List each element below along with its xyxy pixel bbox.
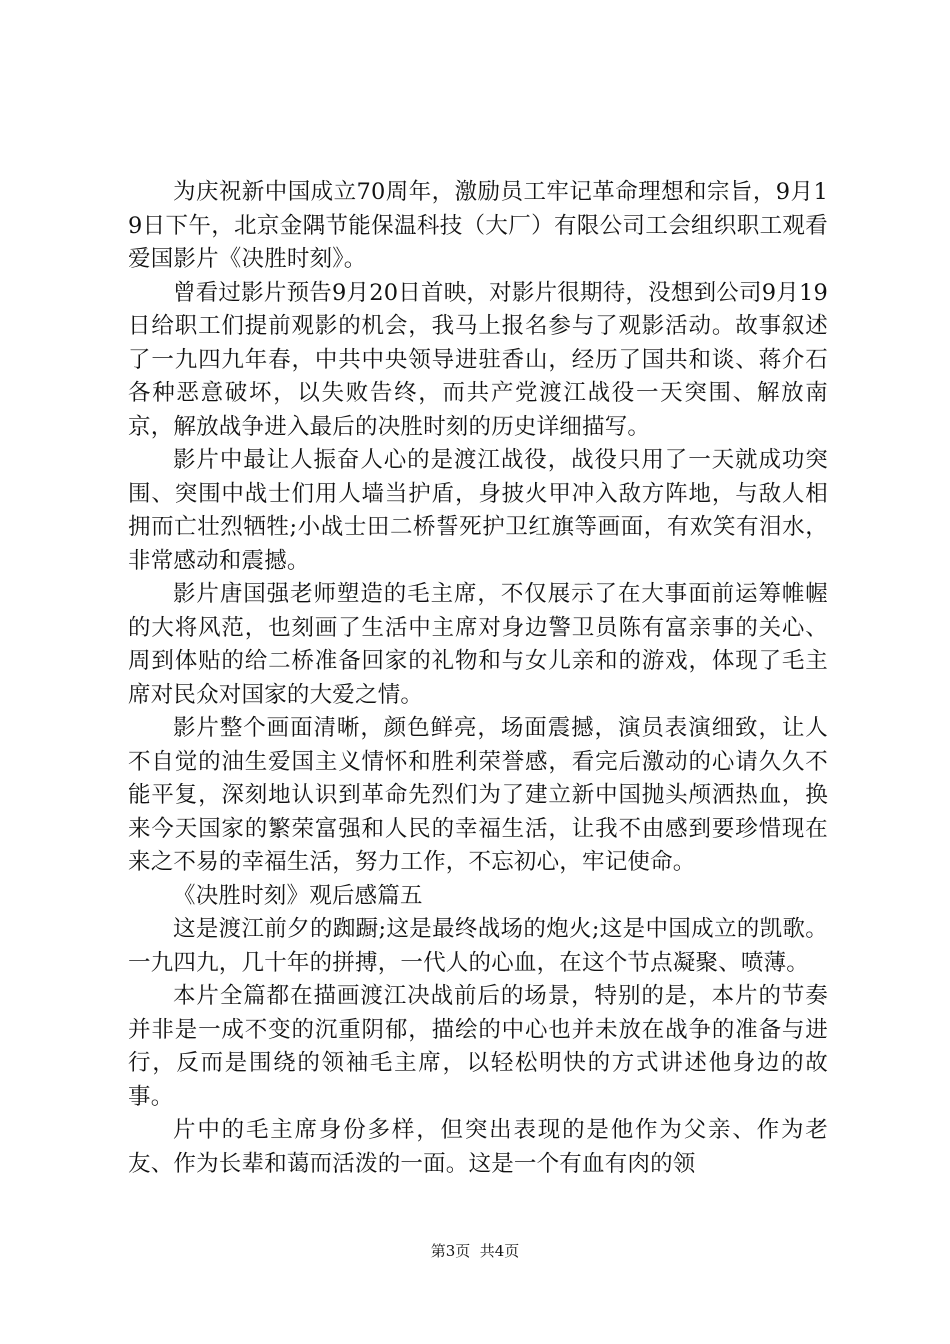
paragraph: 曾看过影片预告9月20日首映，对影片很期待，没想到公司9月19日给职工们提前观影的机会，我马上报名参与了观影活动。故事叙述了一九四九年春，中共中央领导进驻香山，经历了国共和谈、蒋介石各种恶意破坏，以失败告终，而共产党渡江战役一天突围、解放南京，解放战争进入最后的决胜时刻的历史详细描写。: [128, 279, 828, 440]
document-body: [128, 176, 828, 1181]
paragraph: 影片中最让人振奋人心的是渡江战役，战役只用了一天就成功突围、突围中战士们用人墙当护盾，身披火甲冲入敌方阵地，与敌人相拥而亡壮烈牺牲;小战士田二桥誓死护卫红旗等画面，有欢笑有泪水，非常感动和震撼。: [128, 447, 828, 574]
paragraph: 为庆祝新中国成立70周年，激励员工牢记革命理想和宗旨，9月19日下午，北京金隅节能保温科技（大厂）有限公司工会组织职工观看爱国影片《决胜时刻》。: [128, 179, 828, 272]
paragraph: 影片整个画面清晰，颜色鲜亮，场面震撼，演员表演细致，让人不自觉的油生爱国主义情怀和胜利荣誉感，看完后激动的心请久久不能平复，深刻地认识到革命先烈们为了建立新中国抛头颅洒热血，换来今天国家的繁荣富强和人民的幸福生活，让我不由感到要珍惜现在来之不易的幸福生活，努力工作，不忘初心，牢记使命。: [128, 715, 828, 875]
page-footer: 第3页 共4页: [430, 1242, 520, 1260]
paragraph: 本片全篇都在描画渡江决战前后的场景，特别的是，本片的节奏并非是一成不变的沉重阴郁，描绘的中心也并未放在战争的准备与进行，反而是围绕的领袖毛主席，以轻松明快的方式讲述他身边的故事。: [128, 983, 828, 1110]
paragraph: 这是渡江前夕的踟蹰;这是最终战场的炮火;这是中国成立的凯歌。一九四九，几十年的拼搏，一代人的心血，在这个节点凝聚、喷薄。: [128, 916, 828, 976]
section-heading: 《决胜时刻》观后感篇五: [173, 882, 423, 909]
paragraph: 影片唐国强老师塑造的毛主席，不仅展示了在大事面前运筹帷幄的大将风范，也刻画了生活中主席对身边警卫员陈有富亲事的关心、周到体贴的给二桥准备回家的礼物和与女儿亲和的游戏，体现了毛主席对民众对国家的大爱之情。: [128, 581, 828, 708]
paragraph: 片中的毛主席身份多样，但突出表现的是他作为父亲、作为老友、作为长辈和蔼而活泼的一面。这是一个有血有肉的领: [128, 1117, 828, 1177]
